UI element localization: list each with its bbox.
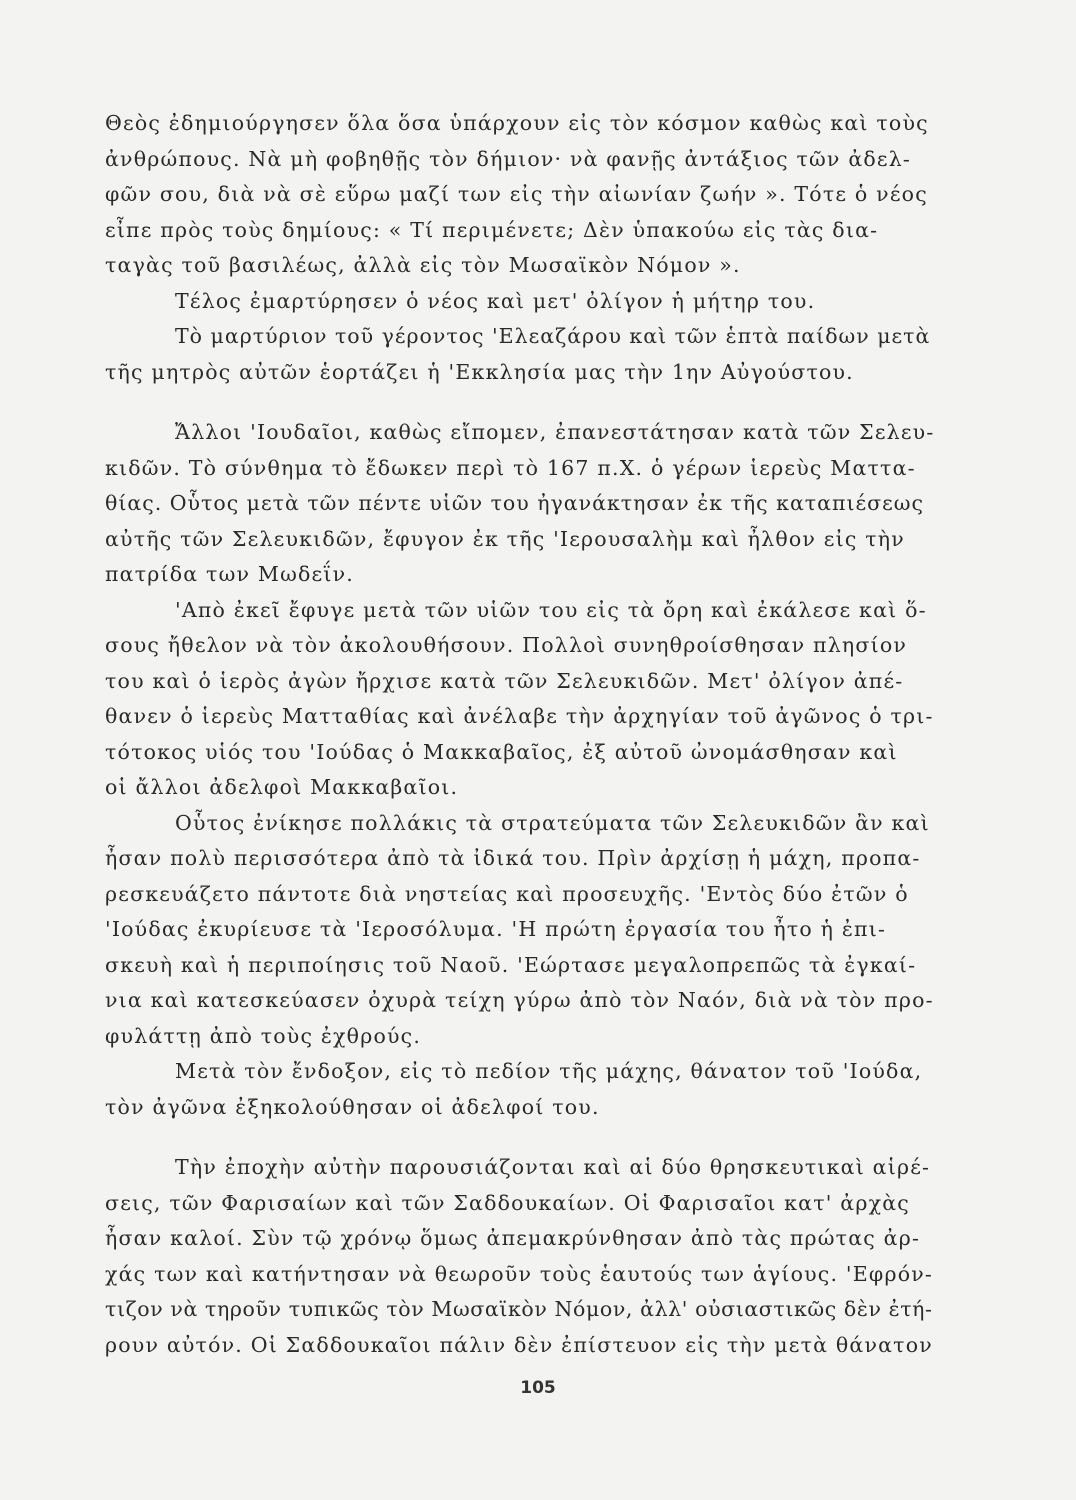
paragraph bbox=[105, 319, 935, 390]
text-line: Ἄλλοι 'Ιουδαῖοι, καθὼς εἴπομεν, ἐπανεστάτησαν κατὰ τῶν Σελευ- bbox=[175, 420, 935, 444]
text-line: χάς των καὶ κατήντησαν νὰ θεωροῦν τοὺς ἑαυτούς των ἁγίους. 'Εφρόν- bbox=[105, 1261, 934, 1286]
text-line: Τέλος ἐμαρτύρησεν ὁ νέος καὶ μετ' ὀλίγον ἡ μήτηρ του. bbox=[175, 288, 816, 313]
text-line: φυλάττῃ ἀπὸ τοὺς ἐχθρούς. bbox=[105, 1023, 422, 1048]
text-line: κιδῶν. Τὸ σύνθημα τὸ ἔδωκεν περὶ τὸ 167 π.Χ. ὁ γέρων ἱερεὺς Ματτα- bbox=[105, 455, 916, 480]
paragraph bbox=[105, 1150, 935, 1363]
text-line: τιζον νὰ τηροῦν τυπικῶς τὸν Μωσαϊκὸν Νόμον, ἀλλ' οὐσιαστικῶς δὲν ἐτή- bbox=[105, 1297, 933, 1321]
text-line: θανεν ὁ ἱερεὺς Ματταθίας καὶ ἀνέλαβε τὴν ἀρχηγίαν τοῦ ἀγῶνος ὁ τρι- bbox=[105, 704, 934, 728]
text-line: ταγὰς τοῦ βασιλέως, ἀλλὰ εἰς τὸν Μωσαϊκὸν Νόμον ». bbox=[105, 253, 741, 277]
text-line: ρεσκευάζετο πάντοτε διὰ νηστείας καὶ προσευχῆς. 'Εντὸς δύο ἐτῶν ὁ bbox=[105, 881, 909, 906]
text-line: σκευὴ καὶ ἡ περιποίησις τοῦ Ναοῦ. 'Εώρτασε μεγαλοπρεπῶς τὰ ἐγκαί- bbox=[105, 952, 917, 977]
text-line: Τὸ μαρτύριον τοῦ γέροντος 'Ελεαζάρου καὶ τῶν ἑπτὰ παίδων μετὰ bbox=[175, 324, 931, 348]
text-line: θίας. Οὗτος μετὰ τῶν πέντε υἱῶν του ἠγανάκτησαν ἐκ τῆς καταπιέσεως bbox=[105, 491, 924, 515]
text-line: ρουν αὐτόν. Οἱ Σαδδουκαῖοι πάλιν δὲν ἐπίστευον εἰς τὴν μετὰ θάνατον bbox=[105, 1332, 933, 1357]
text-line: ἦσαν πολὺ περισσότερα ἀπὸ τὰ ἰδικά του. Πρὶν ἀρχίσῃ ἡ μάχη, προπα- bbox=[105, 846, 921, 870]
text-line: 'Απὸ ἐκεῖ ἔφυγε μετὰ τῶν υἱῶν του εἰς τὰ ὄρη καὶ ἐκάλεσε καὶ ὅ- bbox=[175, 597, 927, 622]
text-line: ἦσαν καλοί. Σὺν τῷ χρόνῳ ὅμως ἀπεμακρύνθησαν ἀπὸ τὰς πρώτας ἀρ- bbox=[105, 1226, 921, 1250]
text-line: νια καὶ κατεσκεύασεν ὀχυρὰ τείχη γύρω ἀπὸ τὸν Ναόν, διὰ νὰ τὸν προ- bbox=[105, 988, 934, 1012]
text-line: ἀνθρώπους. Νὰ μὴ φοβηθῇς τὸν δήμιον· νὰ φανῇς ἀντάξιος τῶν ἀδελ- bbox=[105, 146, 912, 171]
text-line: σους ἤθελον νὰ τὸν ἀκολουθήσουν. Πολλοὶ συνηθροίσθησαν πλησίον bbox=[105, 633, 908, 657]
paragraph bbox=[105, 284, 935, 320]
text-line: Οὗτος ἐνίκησε πολλάκις τὰ στρατεύματα τῶν Σελευκιδῶν ἂν καὶ bbox=[175, 810, 930, 835]
text-line: Τὴν ἐποχὴν αὐτὴν παρουσιάζονται καὶ αἱ δύο θρησκευτικαὶ αἱρέ- bbox=[175, 1155, 931, 1179]
text-line: τότοκος υἱός του 'Ιούδας ὁ Μακκαβαῖος, ἐξ αὐτοῦ ὠνομάσθησαν καὶ bbox=[105, 739, 898, 764]
text-line: του καὶ ὁ ἱερὸς ἀγὼν ἤρχισε κατὰ τῶν Σελευκιδῶν. Μετ' ὀλίγον ἀπέ- bbox=[105, 668, 904, 693]
text-line: οἱ ἄλλοι ἀδελφοὶ Μακκαβαῖοι. bbox=[105, 775, 459, 799]
text-line: σεις, τῶν Φαρισαίων καὶ τῶν Σαδδουκαίων. Οἱ Φαρισαῖοι κατ' ἀρχὰς bbox=[105, 1190, 910, 1215]
text-line: εἶπε πρὸς τοὺς δημίους: « Τί περιμένετε; Δὲν ὑπακούω εἰς τὰς δια- bbox=[105, 217, 879, 242]
text-line: 'Ιούδας ἐκυρίευσε τὰ 'Ιεροσόλυμα. 'Η πρώτη ἐργασία του ἦτο ἡ ἐπι- bbox=[105, 917, 887, 941]
paragraph bbox=[105, 1054, 935, 1125]
text-line: πατρίδα των Μωδεΐν. bbox=[105, 562, 354, 586]
paragraph bbox=[105, 806, 935, 1055]
text-line: Θεὸς ἐδημιούργησεν ὅλα ὅσα ὑπάρχουν εἰς τὸν κόσμον καθὼς καὶ τοὺς bbox=[105, 111, 929, 135]
text-line: τὸν ἀγῶνα ἐξηκολούθησαν οἱ ἀδελφοί του. bbox=[105, 1094, 600, 1119]
page-number: 105 bbox=[520, 1378, 556, 1398]
text-line: τῆς μητρὸς αὐτῶν ἑορτάζει ἡ 'Εκκλησία μας τὴν 1ην Αὐγούστου. bbox=[105, 359, 854, 384]
paragraph bbox=[105, 415, 935, 593]
paragraph bbox=[105, 106, 935, 284]
paragraph bbox=[105, 593, 935, 806]
text-line: αὐτῆς τῶν Σελευκιδῶν, ἔφυγον ἐκ τῆς 'Ιερουσαλὴμ καὶ ἦλθον εἰς τὴν bbox=[105, 526, 905, 551]
text-line: φῶν σου, διὰ νὰ σὲ εὕρω μαζί των εἰς τὴν αἰωνίαν ζωήν ». Τότε ὁ νέος bbox=[105, 182, 928, 206]
text-line: Μετὰ τὸν ἔνδοξον, εἰς τὸ πεδίον τῆς μάχης, θάνατον τοῦ 'Ιούδα, bbox=[175, 1059, 923, 1083]
